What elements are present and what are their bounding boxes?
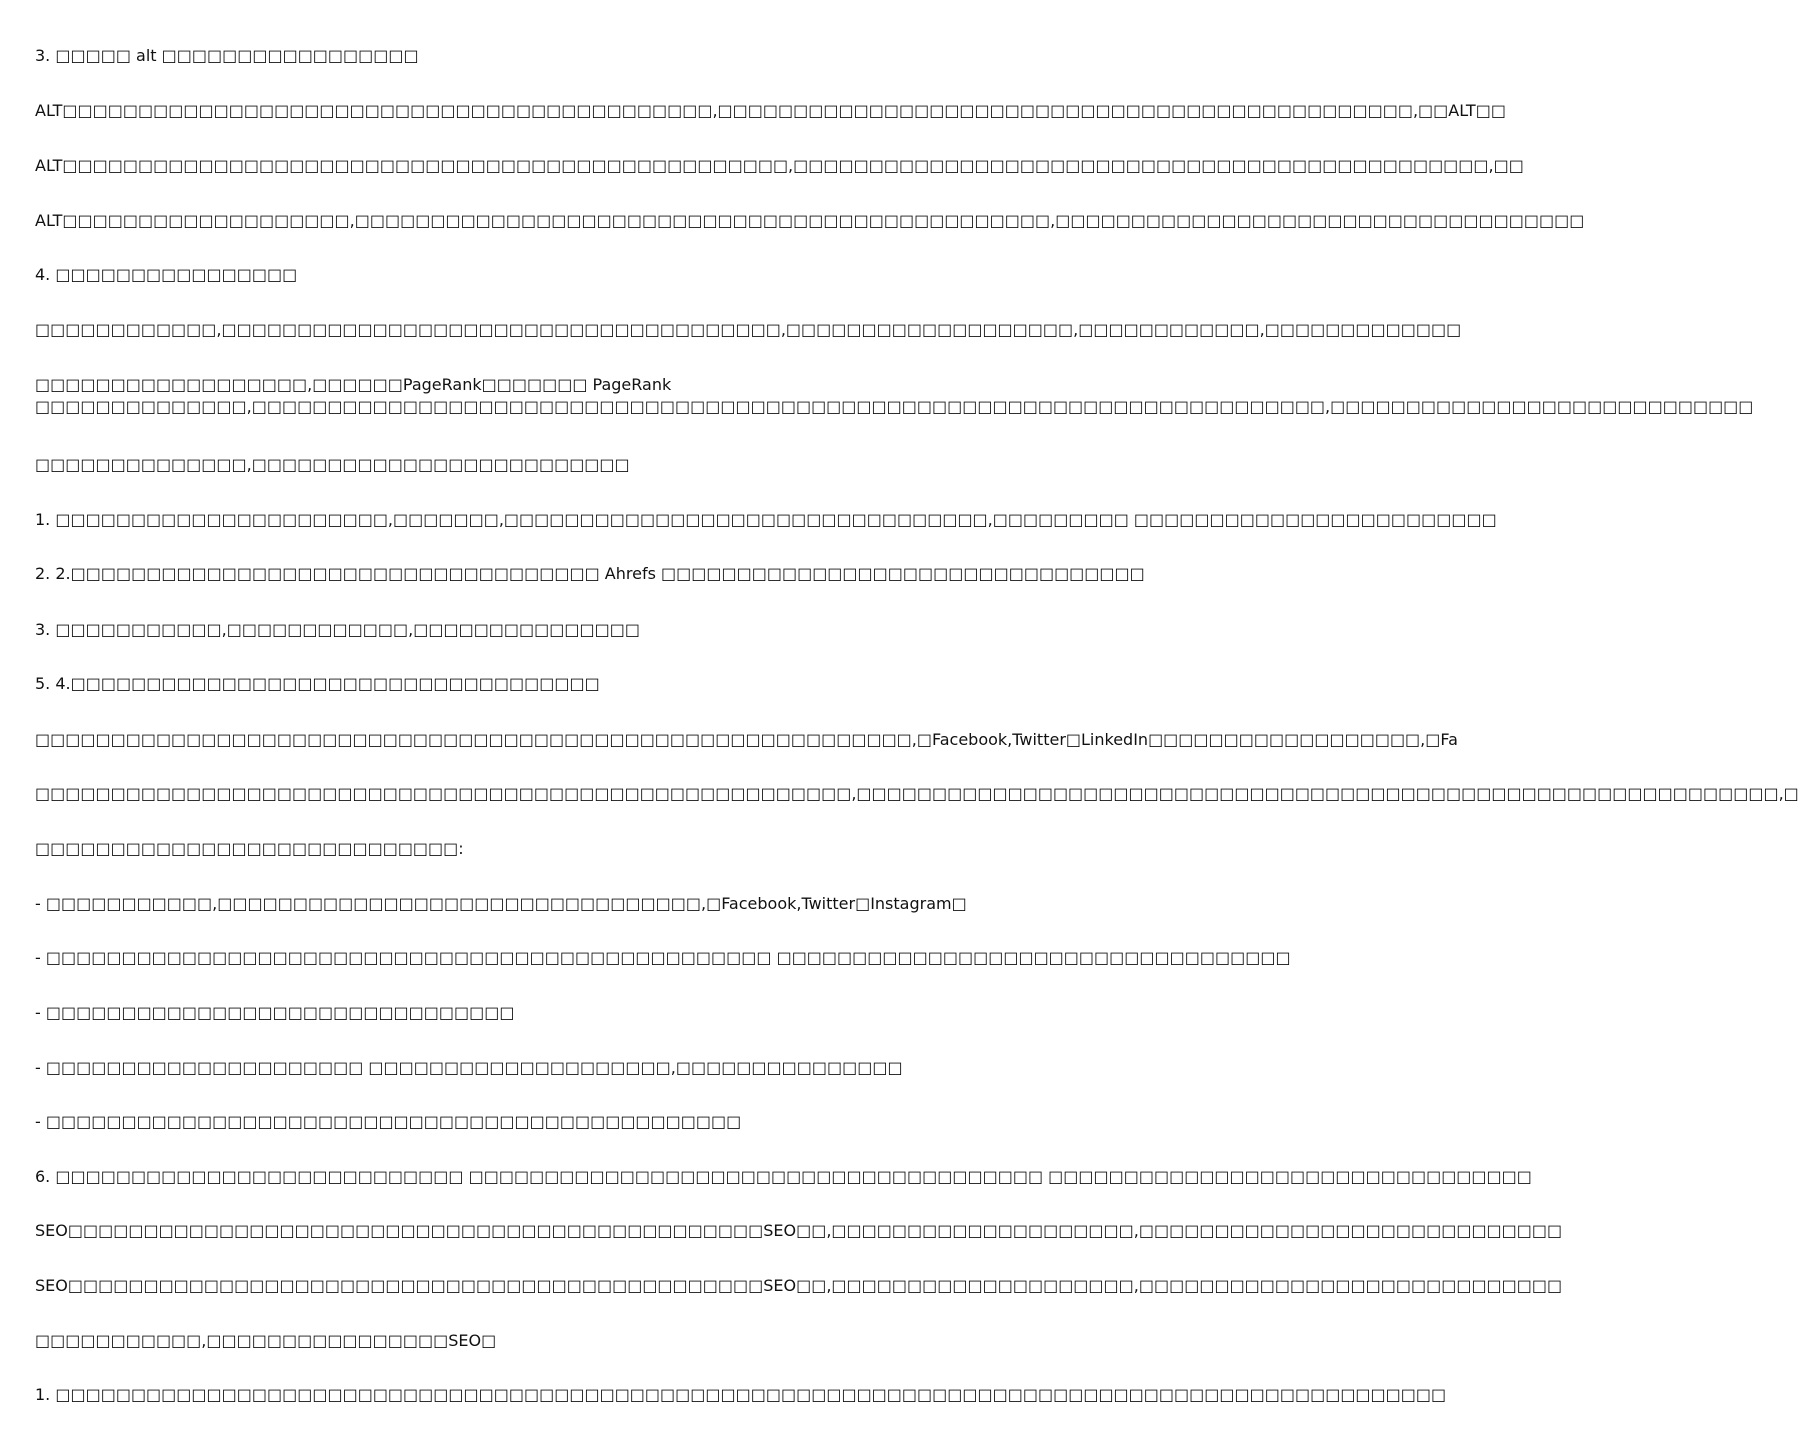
text-line: 3. □□□□□ alt □□□□□□□□□□□□□□□□□ <box>35 46 419 65</box>
text-line: □□□□□□□□□□□□□□□□□□,□□□□□□PageRank□□□□□□□ PageRank □□□□□□□□□□□□□□,□□□□□□□□□□□□□□□□□□□□□□□□□□□□□□□□□□□□□□□□□□□□□□□□□□□□□□□□□□□□□□□□□□□□□□□,□□□□□□□□□□□□□□□□□□□□□□□□□□□□ <box>35 375 1754 416</box>
text-line: SEO□□□□□□□□□□□□□□□□□□□□□□□□□□□□□□□□□□□□□□□□□□□□□□SEO□□,□□□□□□□□□□□□□□□□□□□□,□□□□□□□□□□□□□□□□□□□□□□□□□□□□ <box>35 1221 1563 1240</box>
text-line: 1. □□□□□□□□□□□□□□□□□□□□□□,□□□□□□□,□□□□□□□□□□□□□□□□□□□□□□□□□□□□□□□□,□□□□□□□□□ □□□□□□□□□□□□□□□□□□□□□□□□ <box>35 510 1497 529</box>
text-line: SEO□□□□□□□□□□□□□□□□□□□□□□□□□□□□□□□□□□□□□□□□□□□□□□SEO□□,□□□□□□□□□□□□□□□□□□□□,□□□□□□□□□□□□□□□□□□□□□□□□□□□□ <box>35 1276 1563 1295</box>
text-line: - □□□□□□□□□□□□□□□□□□□□□□□□□□□□□□□□□□□□□□□□□□□□□□□□ □□□□□□□□□□□□□□□□□□□□□□□□□□□□□□□□□□ <box>35 948 1291 967</box>
text-line: □□□□□□□□□□□□□□□□□□□□□□□□□□□□□□□□□□□□□□□□□□□□□□□□□□□□□□,□□□□□□□□□□□□□□□□□□□□□□□□□□□□□□□□□□□□□□□□□□□□□□□□□□□□□□□□□□□□□,□ <box>35 784 1799 803</box>
text-line: □□□□□□□□□□□□□□,□□□□□□□□□□□□□□□□□□□□□□□□□ <box>35 455 630 474</box>
text-line: ALT□□□□□□□□□□□□□□□□□□□□□□□□□□□□□□□□□□□□□□□□□□□,□□□□□□□□□□□□□□□□□□□□□□□□□□□□□□□□□□□□□□□□□□□□□□,□□ALT□□ <box>35 101 1506 120</box>
text-line: - □□□□□□□□□□□,□□□□□□□□□□□□□□□□□□□□□□□□□□□□□□□□,□Facebook,Twitter□Instagram□ <box>35 894 967 913</box>
text-line: - □□□□□□□□□□□□□□□□□□□□□□□□□□□□□□□ <box>35 1003 515 1022</box>
text-line: - □□□□□□□□□□□□□□□□□□□□□□□□□□□□□□□□□□□□□□□□□□□□□□ <box>35 1112 742 1131</box>
document-page <box>35 0 1799 1449</box>
text-line: □□□□□□□□□□□,□□□□□□□□□□□□□□□□SEO□ <box>35 1331 497 1350</box>
text-line: □□□□□□□□□□□□□□□□□□□□□□□□□□□□: <box>35 839 464 858</box>
text-line: 5. 4.□□□□□□□□□□□□□□□□□□□□□□□□□□□□□□□□□□□ <box>35 674 600 693</box>
text-line: ALT□□□□□□□□□□□□□□□□□□□,□□□□□□□□□□□□□□□□□□□□□□□□□□□□□□□□□□□□□□□□□□□□□□,□□□□□□□□□□□□□□□□□□□□□□□□□□□□□□□□□□□ <box>35 211 1585 230</box>
text-line: 2. 2.□□□□□□□□□□□□□□□□□□□□□□□□□□□□□□□□□□□ Ahrefs □□□□□□□□□□□□□□□□□□□□□□□□□□□□□□□□ <box>35 564 1145 583</box>
text-line: 1. □□□□□□□□□□□□□□□□□□□□□□□□□□□□□□□□□□□□□□□□□□□□□□□□□□□□□□□□□□□□□□□□□□□□□□□□□□□□□□□□□□□□□□□□□□□□ <box>35 1385 1447 1404</box>
text-line: ALT□□□□□□□□□□□□□□□□□□□□□□□□□□□□□□□□□□□□□□□□□□□□□□□□,□□□□□□□□□□□□□□□□□□□□□□□□□□□□□□□□□□□□□□□□□□□□□□,□□ <box>35 156 1524 175</box>
text-line: 6. □□□□□□□□□□□□□□□□□□□□□□□□□□□ □□□□□□□□□□□□□□□□□□□□□□□□□□□□□□□□□□□□□□ □□□□□□□□□□□□□□□□□□□□□□□□□□□□□□□□ <box>35 1167 1532 1186</box>
text-line: □□□□□□□□□□□□□□□□□□□□□□□□□□□□□□□□□□□□□□□□□□□□□□□□□□□□□□□□□□,□Facebook,Twitter□LinkedIn□□□□□□□□□□□□□□□□□□,□Fa <box>35 730 1458 749</box>
text-line: 4. □□□□□□□□□□□□□□□□ <box>35 265 298 284</box>
text-line: - □□□□□□□□□□□□□□□□□□□□□ □□□□□□□□□□□□□□□□□□□□,□□□□□□□□□□□□□□□ <box>35 1058 903 1077</box>
text-line: □□□□□□□□□□□□,□□□□□□□□□□□□□□□□□□□□□□□□□□□□□□□□□□□□□,□□□□□□□□□□□□□□□□□□□,□□□□□□□□□□□□,□□□□□□□□□□□□□ <box>35 320 1462 339</box>
text-line: 3. □□□□□□□□□□□,□□□□□□□□□□□□,□□□□□□□□□□□□□□□ <box>35 620 640 639</box>
